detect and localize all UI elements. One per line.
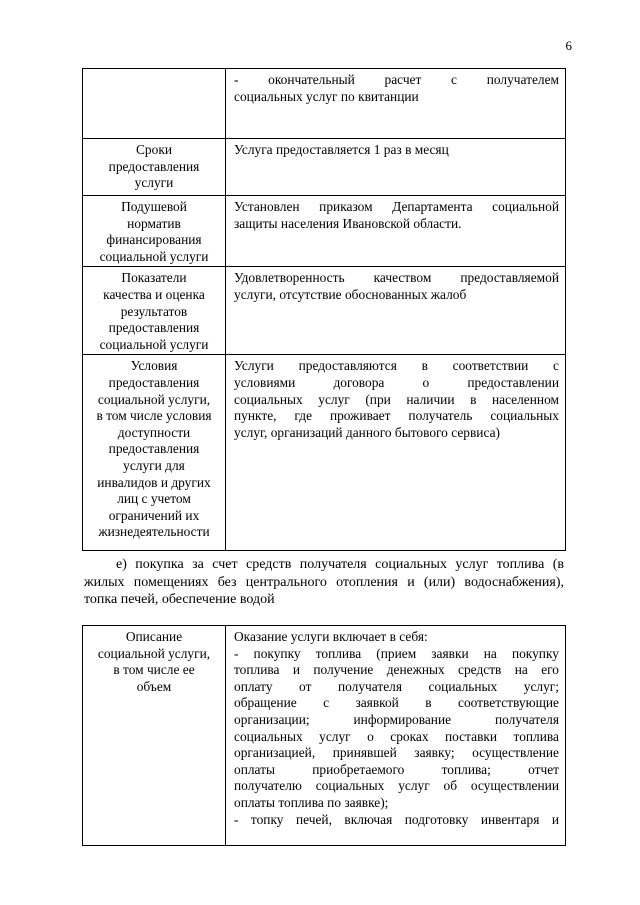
value-line: социальных услуг (при наличии в населенном [234, 391, 559, 407]
label-line: социальной услуги [99, 248, 209, 264]
parameter-label-cell [83, 196, 226, 267]
label-line: услуги [134, 175, 174, 191]
label-line: Условия [130, 358, 178, 374]
value-line: топлива и получение денежных средств на его [234, 662, 559, 678]
value-line: услуги, отсутствие обоснованных жалоб [234, 286, 467, 302]
label-line: норматив [127, 215, 181, 231]
value-line: Удовлетворенность качеством предоставляемой [234, 270, 559, 286]
label-line: результатов [120, 303, 188, 319]
value-line: социальных услуг по квитанции [234, 88, 419, 104]
label-line: ограничений их [108, 507, 200, 523]
value-line: Услуга предоставляется 1 раз в месяц [234, 142, 449, 157]
label-line: Сроки [136, 142, 172, 157]
services-table-continued [82, 68, 566, 551]
label-line: в том числе ее [113, 662, 195, 678]
table1-row [83, 196, 566, 267]
parameter-label-cell [83, 626, 226, 846]
parameter-label-cell [83, 355, 226, 551]
value-line: условиями договора о предоставлении [234, 374, 559, 390]
paragraph-line: е) покупка за счет средств получателя социальных услуг топлива (в [116, 557, 564, 572]
value-line: обращение с заявкой в соответствующие [234, 695, 559, 711]
label-line: предоставления [108, 158, 200, 174]
label-line: предоставления [108, 441, 200, 457]
value-line: услуг, организаций данного бытового сервиса) [234, 424, 500, 440]
parameter-value-cell [226, 626, 566, 846]
page-number: 6 [565, 38, 572, 53]
label-line: Показатели [121, 270, 187, 286]
label-line: Подушевой [121, 199, 187, 214]
fuel-service-table [82, 625, 566, 846]
value-line: оплаты топлива по заявке); [234, 794, 389, 810]
value-line: организации; информирование получателя [234, 711, 559, 727]
label-line: социальной услуги [99, 336, 209, 352]
label-line: социальной услуги, [97, 391, 211, 407]
parameter-value-cell [226, 196, 566, 267]
value-line: - топку печей, включая подготовку инвентаря и [234, 811, 559, 827]
parameter-value-cell [226, 69, 566, 139]
label-line: качества и оценка [103, 286, 205, 302]
table1-row [83, 355, 566, 551]
table1-row [83, 139, 566, 196]
parameter-value-cell [226, 139, 566, 196]
parameter-label-cell [83, 267, 226, 355]
value-line: оплату от получателя социальных услуг; [234, 678, 559, 694]
label-line: финансирования [106, 232, 202, 248]
label-line: инвалидов и других [97, 474, 211, 490]
value-line: Оказание услуги включает в себя: [234, 629, 428, 644]
parameter-label-cell [83, 69, 226, 139]
parameter-value-cell [226, 355, 566, 551]
section-heading-paragraph [84, 556, 564, 609]
label-line: лиц с учетом [117, 491, 191, 507]
label-line: в том числе условия [96, 408, 212, 424]
table1-row [83, 69, 566, 139]
label-line: жизнедеятельности [98, 524, 210, 540]
table1-row [83, 267, 566, 355]
label-line: Описание [125, 629, 183, 644]
value-line: защиты населения Ивановской области. [234, 215, 462, 231]
label-line: услуги для [123, 457, 185, 473]
value-line: оплаты приобретаемого топлива; отчет [234, 761, 559, 777]
parameter-value-cell [226, 267, 566, 355]
label-line: доступности [117, 424, 191, 440]
table2-row [83, 626, 566, 846]
label-line: объем [136, 678, 172, 694]
value-line: получателю социальных услуг об осуществлении [234, 778, 559, 794]
value-line: организацией, принявшей заявку; осуществление [234, 745, 559, 761]
value-line: пункте, где проживает получатель социальных [234, 408, 559, 424]
paragraph-line: жилых помещениях без центрального отопления и (или) водоснабжения), [84, 574, 564, 590]
parameter-label-cell [83, 139, 226, 196]
value-line: социальных услуг о сроках поставки топлива [234, 728, 559, 744]
value-line: - покупку топлива (прием заявки на покупку [234, 645, 559, 661]
value-line: - окончательный расчет с получателем [234, 72, 559, 87]
label-line: предоставления [108, 320, 200, 336]
value-line: Услуги предоставляются в соответствии с [234, 358, 559, 374]
paragraph-line: топка печей, обеспечение водой [84, 592, 275, 608]
value-line: Установлен приказом Департамента социальной [234, 199, 559, 214]
label-line: предоставления [108, 374, 200, 390]
label-line: социальной услуги, [97, 645, 211, 661]
